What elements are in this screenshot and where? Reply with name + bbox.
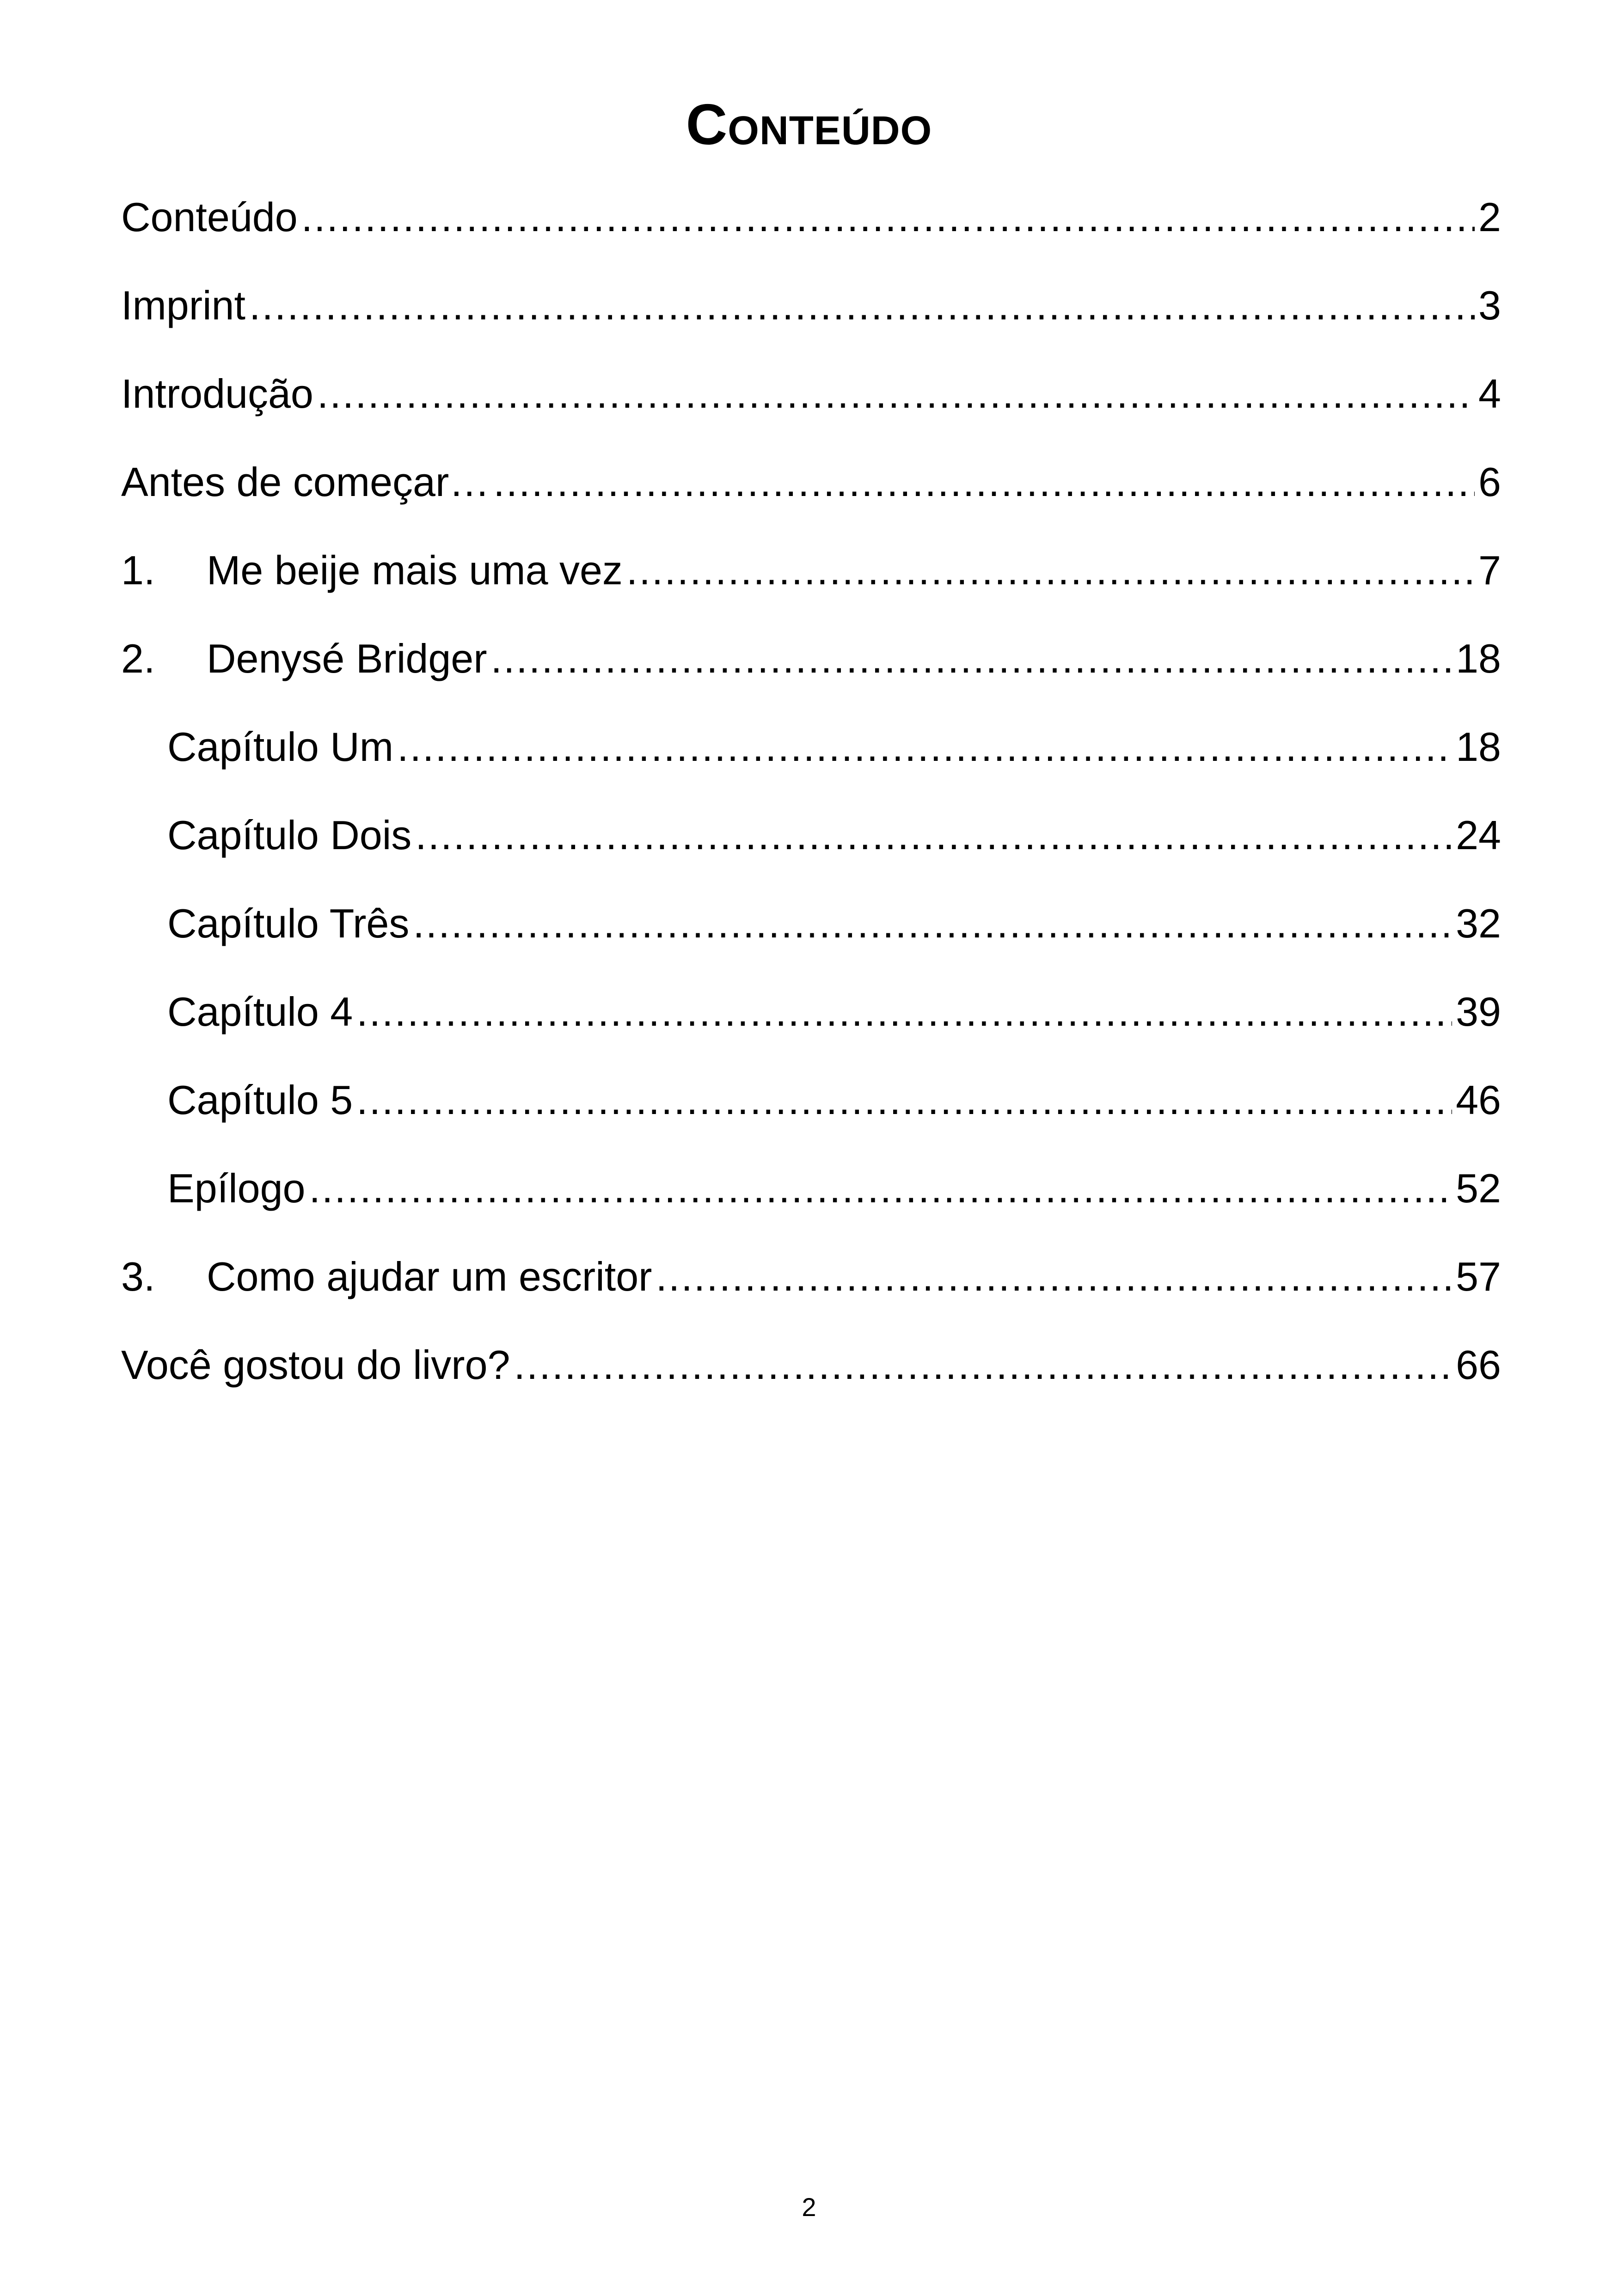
entry-label: Epílogo — [167, 1165, 306, 1211]
entry-label-wrap — [121, 271, 245, 340]
entry-page-number: 18 — [1456, 636, 1501, 681]
entry-label: Imprint — [121, 282, 245, 328]
entry-page-number: 18 — [1456, 724, 1501, 770]
toc-entry[interactable] — [121, 271, 1501, 359]
dot-leader — [249, 271, 1475, 340]
entry-label-wrap — [121, 536, 623, 605]
entry-page-number: 7 — [1478, 547, 1501, 593]
entry-label: Capítulo 4 — [167, 989, 353, 1035]
toc-subentry[interactable] — [121, 889, 1501, 977]
toc-title: Conteúdo — [686, 93, 932, 157]
entry-label: Capítulo Um — [167, 724, 394, 770]
toc-list — [121, 183, 1501, 1419]
dot-leader — [356, 977, 1452, 1047]
dot-leader — [317, 359, 1475, 429]
entry-page-number: 2 — [1478, 194, 1501, 240]
entry-label: Antes de começar… — [121, 459, 490, 505]
dot-leader — [397, 712, 1452, 782]
entry-page-number: 6 — [1478, 459, 1501, 505]
entry-page-number: 52 — [1456, 1165, 1501, 1211]
toc-entry[interactable] — [121, 183, 1501, 271]
dot-leader — [491, 624, 1453, 693]
entry-label-wrap — [167, 712, 393, 782]
toc-subentry[interactable] — [121, 712, 1501, 801]
toc-entry[interactable] — [121, 447, 1501, 536]
entry-label: Denysé Bridger — [207, 636, 487, 681]
entry-label-wrap — [167, 801, 411, 870]
entry-label-wrap — [167, 1065, 353, 1135]
entry-page-number: 57 — [1456, 1254, 1501, 1299]
entry-label-wrap — [121, 447, 490, 517]
entry-number: 1. — [121, 547, 155, 593]
entry-label-wrap — [121, 624, 487, 693]
entry-label: Como ajudar um escritor — [207, 1254, 652, 1299]
entry-label-wrap — [121, 1330, 510, 1400]
toc-entry[interactable] — [121, 536, 1501, 624]
entry-label-wrap — [167, 889, 409, 958]
entry-number: 2. — [121, 636, 155, 681]
entry-page-number: 32 — [1456, 900, 1501, 946]
dot-leader — [309, 1154, 1452, 1223]
dot-leader — [415, 801, 1452, 870]
entry-label: Você gostou do livro? — [121, 1342, 510, 1388]
entry-label: Capítulo 5 — [167, 1077, 353, 1123]
entry-label-wrap — [167, 1154, 305, 1223]
toc-subentry[interactable] — [121, 1154, 1501, 1242]
toc-entry[interactable] — [121, 359, 1501, 447]
dot-leader — [514, 1330, 1452, 1400]
dot-leader — [656, 1242, 1452, 1311]
entry-label: Capítulo Três — [167, 900, 410, 946]
dot-leader — [493, 447, 1475, 517]
toc-subentry[interactable] — [121, 801, 1501, 889]
page-number: 2 — [802, 2192, 816, 2222]
dot-leader — [356, 1065, 1452, 1135]
entry-number: 3. — [121, 1254, 155, 1299]
dot-leader — [413, 889, 1452, 958]
entry-label-wrap — [167, 977, 353, 1047]
toc-subentry[interactable] — [121, 1065, 1501, 1154]
toc-entry[interactable] — [121, 1330, 1501, 1419]
entry-label: Introdução — [121, 371, 313, 416]
entry-page-number: 66 — [1456, 1342, 1501, 1388]
entry-label: Me beije mais uma vez — [207, 547, 623, 593]
entry-label-wrap — [121, 359, 313, 429]
entry-page-number: 46 — [1456, 1077, 1501, 1123]
entry-label: Conteúdo — [121, 194, 298, 240]
entry-page-number: 3 — [1478, 282, 1501, 328]
entry-label-wrap — [121, 1242, 652, 1311]
dot-leader — [301, 183, 1475, 252]
dot-leader — [626, 536, 1475, 605]
toc-entry[interactable] — [121, 624, 1501, 712]
toc-subentry[interactable] — [121, 977, 1501, 1065]
entry-label: Capítulo Dois — [167, 812, 412, 858]
entry-page-number: 24 — [1456, 812, 1501, 858]
entry-page-number: 39 — [1456, 989, 1501, 1035]
entry-label-wrap — [121, 183, 298, 252]
entry-page-number: 4 — [1478, 371, 1501, 416]
toc-entry[interactable] — [121, 1242, 1501, 1330]
